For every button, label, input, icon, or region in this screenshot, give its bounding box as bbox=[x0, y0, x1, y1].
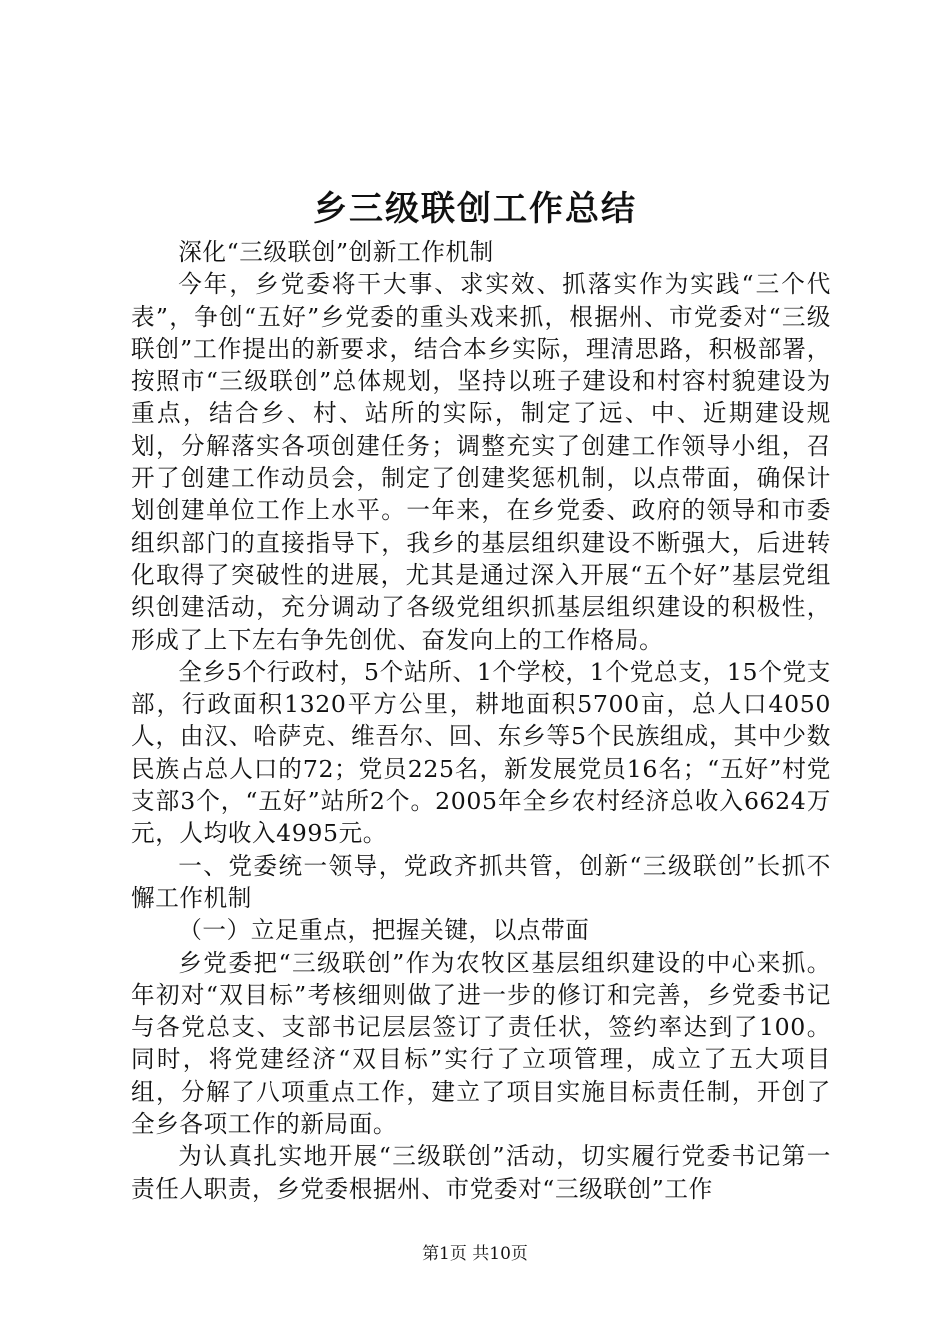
page-number-footer: 第1页 共10页 bbox=[422, 1244, 528, 1264]
body-paragraph: 今年，乡党委将干大事、求实效、抓落实作为实践“三个代表”，争创“五好”乡党委的重头戏来抓，根据州、市党委对“三级联创”工作提出的新要求，结合本乡实际，理清思路，积极部署，按照市“三级联创”总体规划，坚持以班子建设和村容村貌建设为重点，结合乡、村、站所的实际，制定了远、中、近期建设规划，分解落实各项创建任务；调整充实了创建工作领导小组，召开了创建工作动员会，制定了创建奖惩机制，以点带面，确保计划创建单位工作上水平。一年来，在乡党委、政府的领导和市委组织部门的直接指导下，我乡的基层组织建设不断强大，后进转化取得了突破性的进展，尤其是通过深入开展“五个好”基层党组织创建活动，充分调动了各级党组织抓基层组织建设的积极性，形成了上下左右争先创优、奋发向上的工作格局。 bbox=[131, 270, 831, 654]
document-body bbox=[131, 236, 831, 1205]
section-heading: 一、党委统一领导，党政齐抓共管，创新“三级联创”长抓不懈工作机制 bbox=[131, 851, 831, 912]
body-paragraph: 乡党委把“三级联创”作为农牧区基层组织建设的中心来抓。年初对“双目标”考核细则做了进一步的修订和完善，乡党委书记与各党总支、支部书记层层签订了责任状，签约率达到了100。同时，将党建经济“双目标”实行了立项管理，成立了五大项目组，分解了八项重点工作，建立了项目实施目标责任制，开创了全乡各项工作的新局面。 bbox=[131, 948, 831, 1139]
document-title: 乡三级联创工作总结 bbox=[313, 189, 637, 229]
body-paragraph: 全乡5个行政村，5个站所、1个学校，1个党总支，15个党支部，行政面积1320平方公里，耕地面积5700亩，总人口4050人，由汉、哈萨克、维吾尔、回、东乡等5个民族组成，其中少数民族占总人口的72；党员225名，新发展党员16名；“五好”村党支部3个，“五好”站所2个。2005年全乡农村经济总收入6624万元，人均收入4995元。 bbox=[131, 657, 831, 848]
subsection-heading: （一）立足重点，把握关键，以点带面 bbox=[178, 916, 590, 945]
section-heading: 深化“三级联创”创新工作机制 bbox=[178, 238, 494, 266]
body-paragraph: 为认真扎实地开展“三级联创”活动，切实履行党委书记第一责任人职责，乡党委根据州、市党委对“三级联创”工作 bbox=[131, 1142, 831, 1203]
